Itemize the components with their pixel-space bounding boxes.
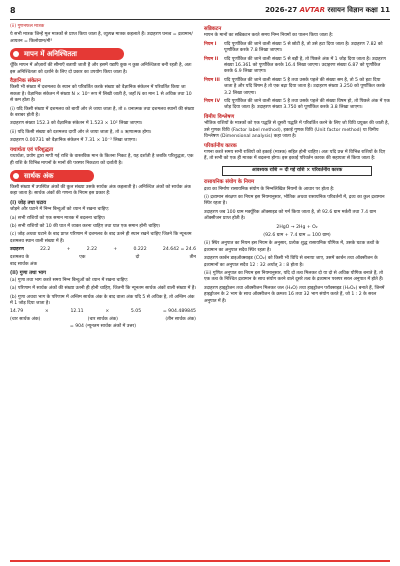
example-note: दो [135, 254, 140, 260]
list-item: (iii) गुणित अनुपात का नियम इस नियमानुसार, यदि दो तत्व मिलकर दो या दो से अधिक यौगिक बनाते हैं, तो एक तत्व के निश्चित द्रव्यमान के साथ संयोग करने वाले दूसरे तत्व के द्रव्यमान परस्पर सरल अनुपात में होते हैं। [204, 271, 384, 283]
calc-note: (तीन सार्थक अंक) [165, 316, 196, 322]
rule-tag: नियम II [204, 56, 219, 62]
calc-row [10, 309, 196, 315]
example-note: तीन [189, 254, 196, 260]
formula-box: आवश्यक राशि = दी गई राशि × परिवर्तनीय कारक [222, 166, 372, 176]
calc-term: 14.79 [10, 309, 24, 315]
paragraph: यथार्थता, प्रयोग द्वारा मापी गई राशि के वास्तविक मान के कितना निकट है, यह दर्शाती है जबकि परिशुद्धता, एक ही राशि के विभिन्न मापनों के मानों की परस्पर निकटता को दर्शाती है। [10, 154, 194, 166]
list-item: (b) सभी राशियों को 10 की घात में व्यक्त करना चाहिए तथा घात एक समान होनी चाहिए। [10, 223, 161, 229]
paragraph: जोड़ने और घटाने में निम्न बिन्दुओं को ध्यान में रखना चाहिए: [10, 207, 110, 213]
example-label: उदाहरण [10, 247, 24, 253]
page-header [0, 0, 400, 22]
list-item: (ii) यदि किसी संख्या को दशमलव दायीं ओर ले जाया जाता है, तो n ऋणात्मक होगा। [10, 129, 152, 135]
example-note: बाद सार्थक अंक [10, 261, 37, 267]
rule-item [204, 42, 390, 55]
rule-text: यदि पूर्णांकित की जाने वाली संख्या 5 है तथा उसके पहले की संख्या विषम हो, तो पिछले अंक में एक जोड़ दिया जाता है। उदाहरण संख्या 3.750 को पूर्णांकित करके 3.8 लिखा जाएगा। [224, 99, 390, 111]
list-item: (a) सभी राशियों को एक समान मात्रक में बदलना चाहिए। [10, 215, 106, 221]
title-prefix: 2026-27 [265, 6, 298, 14]
list-item: (i) द्रव्यमान संरक्षण का नियम इस नियमानुसार, भौतिक अथवा रासायनिक परिवर्तनों में, द्रव्य का कुल द्रव्यमान स्थिर रहता है। [204, 194, 385, 207]
paragraph: गणना करते समय सभी राशियों को इकाई (मात्रक) सहित होनी चाहिए। अतः यदि प्रश्न में विभिन्न राशियों के दिए हैं, तो सभी को एक ही मात्रक में बदलना होगा। इस इकाई परिवर्तन कारक की सहायता से किया जाता है: [204, 149, 386, 162]
subheading: (i) जोड़ तथा घटाव [10, 199, 47, 206]
rule-tag: नियम IV [204, 99, 221, 105]
subheading: सन्निकटन [204, 26, 222, 32]
reaction-equation: 2HgO → 2Hg + O₂ [276, 224, 318, 230]
rule-item [204, 99, 390, 112]
reaction-note: (92.6 ग्राम + 7.4 ग्राम = 100 ग्राम) [263, 232, 331, 238]
list-item: (a) परिणाम में सार्थक अंकों की संख्या उतनी ही होनी चाहिए, जितनी कि न्यूनतम सार्थक अंकों वाली संख्या में हैं। [10, 286, 197, 292]
subheading: वैज्ञानिक संकेतन [10, 78, 41, 85]
rule-tag: नियम I [204, 41, 217, 47]
rule-text: यदि पूर्णांकित की जाने वाली संख्या 5 से छोटी है, तो उसे हटा दिया जाता है। उदाहरण 7.82 को पूर्णांकित करके 7.8 लिखा जाएगा। [224, 41, 383, 54]
section-heading: सार्थक अंक [10, 170, 94, 182]
left-column [10, 24, 196, 333]
list-item: उदाहरण 0.00731 को वैज्ञानिक संकेतन में 7.31 × 10⁻³ लिखा जाएगा। [10, 138, 137, 144]
title-suffix: रसायन विज्ञान कक्षा 11 [327, 6, 390, 14]
rule-tag: नियम III [204, 77, 220, 83]
calc-notes [10, 317, 196, 323]
rule-text: यदि पूर्णांकित की जाने वाली संख्या 5 से बड़ी है, तो पिछले अंक में 1 जोड़ दिया जाता है। उदाहरण संख्या 16.361 को पूर्णांकित करके 16.4 लिखा जाएगा। उदाहरण संख्या 6.87 को पूर्णांकित करके 6.9 लिखा जाएगा। [224, 56, 386, 75]
paragraph: किसी संख्या में उपस्थित अंकों की कुल संख्या उसके सार्थक अंक कहलाती है। अनिश्चित अंकों को सार्थक अंक कहा जाता है। सार्थक अंकों की गणना के नियम इस प्रकार हैं: [10, 184, 191, 197]
example-note: दशमलव के [10, 254, 29, 260]
brand-logo: AVTAR [299, 6, 326, 14]
paragraph: चूँकि मापन में औज़ारों की सीमाएँ बतायी जाती हैं और इसमें यद्यपि कुछ न कुछ अनिश्चितता बनी रहती है, अतः इस अनिश्चितता को दर्शाने के लिए दो प्रकार का उपयोग किया जाता है। [10, 63, 192, 75]
list-item: उदाहरण कार्बन डाइऑक्साइड (CO₂) को किसी भी विधि से बनाया जाए, उसमें कार्बन तथा ऑक्सीजन के द्रव्यमानों का अनुपात सदैव 12 : 32 अर्थात् 3 : 8 होता है। [204, 256, 378, 268]
calc-term: = 904.489845 [162, 309, 196, 315]
paragraph: भौतिक राशियों के मात्रकों को एक पद्धति से दूसरी पद्धति में परिवर्तित करने के लिए जो विधि प्रयुक्त की जाती है, उसे गुणक विधि (Factor label method), इकाई गुणक विधि (Unit factor method) या विमीय विश्लेषण (Dimensional analysis) कहा जाता है। [204, 121, 390, 140]
example-note: एक [79, 254, 86, 260]
section-heading: मापन में अनिश्चितता [10, 48, 124, 60]
calc-note: (चार सार्थक अंक) [87, 316, 118, 322]
subheading: परिवर्तनीय कारक [204, 142, 237, 149]
paragraph: मापन के मानों का सन्निकटन करते समय निम्न नियमों का पालन किया जाता है: [204, 33, 334, 39]
rule-item [204, 57, 390, 76]
paragraph: (ii) गुणनफल मात्रक [10, 24, 45, 29]
calc-op: × [44, 309, 49, 315]
paragraph: द्रव्य का निर्माण रासायनिक संयोग के निम्नलिखित नियमों के आधार पर होता है: [204, 186, 335, 192]
example-value: 24.642 = 24.6 [162, 247, 196, 253]
list-item: (a) गुणा तथा भाग करते समय निम्न बिन्दुओं को ध्यान में रखना चाहिए: [10, 277, 129, 283]
footer-bar [10, 560, 390, 562]
calc-result: = 904 (न्यूनतम सार्थक अंकों में उत्तर) [69, 324, 137, 330]
subheading: (ii) गुणा तथा भाग [10, 270, 46, 277]
example-row [10, 255, 196, 261]
subheading: रासायनिक संयोग के नियम [204, 179, 255, 186]
right-column [204, 24, 390, 307]
calc-op: × [105, 309, 110, 315]
example-value: 0.222 [133, 247, 147, 253]
calc-term: 12.11 [70, 309, 84, 315]
list-item: उदाहरण संख्या 152.3 को वैज्ञानिक संकेतन में 1.523 × 10² लिखा जाएगा। [10, 121, 143, 127]
list-item: (b) गुणा अथवा भाग के परिणाम में अन्तिम सार्थक अंक के बाद वाला अंक यदि 5 से अधिक है, तो अन्तिम अंक में 1 जोड़ दिया जाता है। [10, 294, 195, 306]
rule-text: यदि पूर्णांकित की जाने वाली संख्या 5 है तथा उसके पहले की संख्या सम है, तो 5 को हटा दिया जाता है और यदि विषम है तो एक बढ़ा दिया जाता है। उदाहरण संख्या 3.250 को पूर्णांकित करके 3.2 लिखा जाएगा। [224, 77, 386, 96]
subheading: विमीय विश्लेषण [204, 113, 235, 120]
running-title [265, 6, 390, 15]
paragraph: ये सभी मात्रक जिन्हें मूल मात्रकों से प्राप्त किया जाता है, व्युत्पन्न मात्रक कहलाते हैं। उदाहरण घनत्व = द्रव्यमान/आयतन = किलोग्राम/मी³ [10, 32, 193, 44]
calc-note: (चार सार्थक अंक) [10, 316, 41, 322]
list-item: (ii) स्थिर अनुपात का नियम इस नियम के अनुसार, प्रत्येक शुद्ध रासायनिक यौगिक में, उसके घटक तत्वों के द्रव्यमान का अनुपात सदैव स्थिर रहता है। [204, 241, 380, 253]
list-item: उदाहरण हाइड्रोजन तथा ऑक्सीजन मिलकर जल (H₂O) तथा हाइड्रोजन परॉक्साइड (H₂O₂) बनाते हैं, जिनमें हाइड्रोजन के 2 भाग के साथ ऑक्सीजन के क्रमशः 16 तथा 32 भाग संयोग करते हैं, जो 1 : 2 के सरल अनुपात में हैं। [204, 285, 385, 304]
list-item: उदाहरण जब 100 ग्राम मर्क्यूरिक ऑक्साइड को गर्म किया जाता है, तो 92.6 ग्राम मर्करी तथा 7.4 ग्राम ऑक्सीजन प्राप्त होती है। [204, 209, 377, 222]
example-value: 2.22 [86, 247, 98, 253]
list-item: (c) जोड़ अथवा घटाने के बाद प्राप्त परिणाम में दशमलव के बाद उतने ही स्थान रखने चाहिए जितने कि न्यूनतम दशमलव स्थान वाली संख्या में हैं। [10, 232, 192, 244]
paragraph: किसी भी संख्या में दशमलव के स्थान को परिवर्तित करके संख्या को वैज्ञानिक संकेतन में परिवर्तित किया जा सकता है। वैज्ञानिक संकेतन में संख्या N × 10ⁿ रूप में लिखी जाती है, जहाँ N का मान 1 से अधिक तथा 10 से कम होता है। [10, 85, 192, 104]
rule-item [204, 78, 390, 97]
example-value: 22.2 [40, 247, 51, 253]
page-number: 8 [10, 6, 16, 15]
example-row: उदाहरण 22.2 + 2.22 + 0.222 24.642 = 24.6 [10, 247, 196, 253]
calc-term: 5.05 [130, 309, 142, 315]
subheading: यथार्थता एवं परिशुद्धता [10, 146, 54, 153]
list-item: (i) यदि किसी संख्या में दशमलव को बायीं ओर ले जाया जाता है, तो n धनात्मक तथा दशमलव स्थानों की संख्या के बराबर होती है। [10, 106, 195, 119]
header-rule [10, 19, 390, 20]
